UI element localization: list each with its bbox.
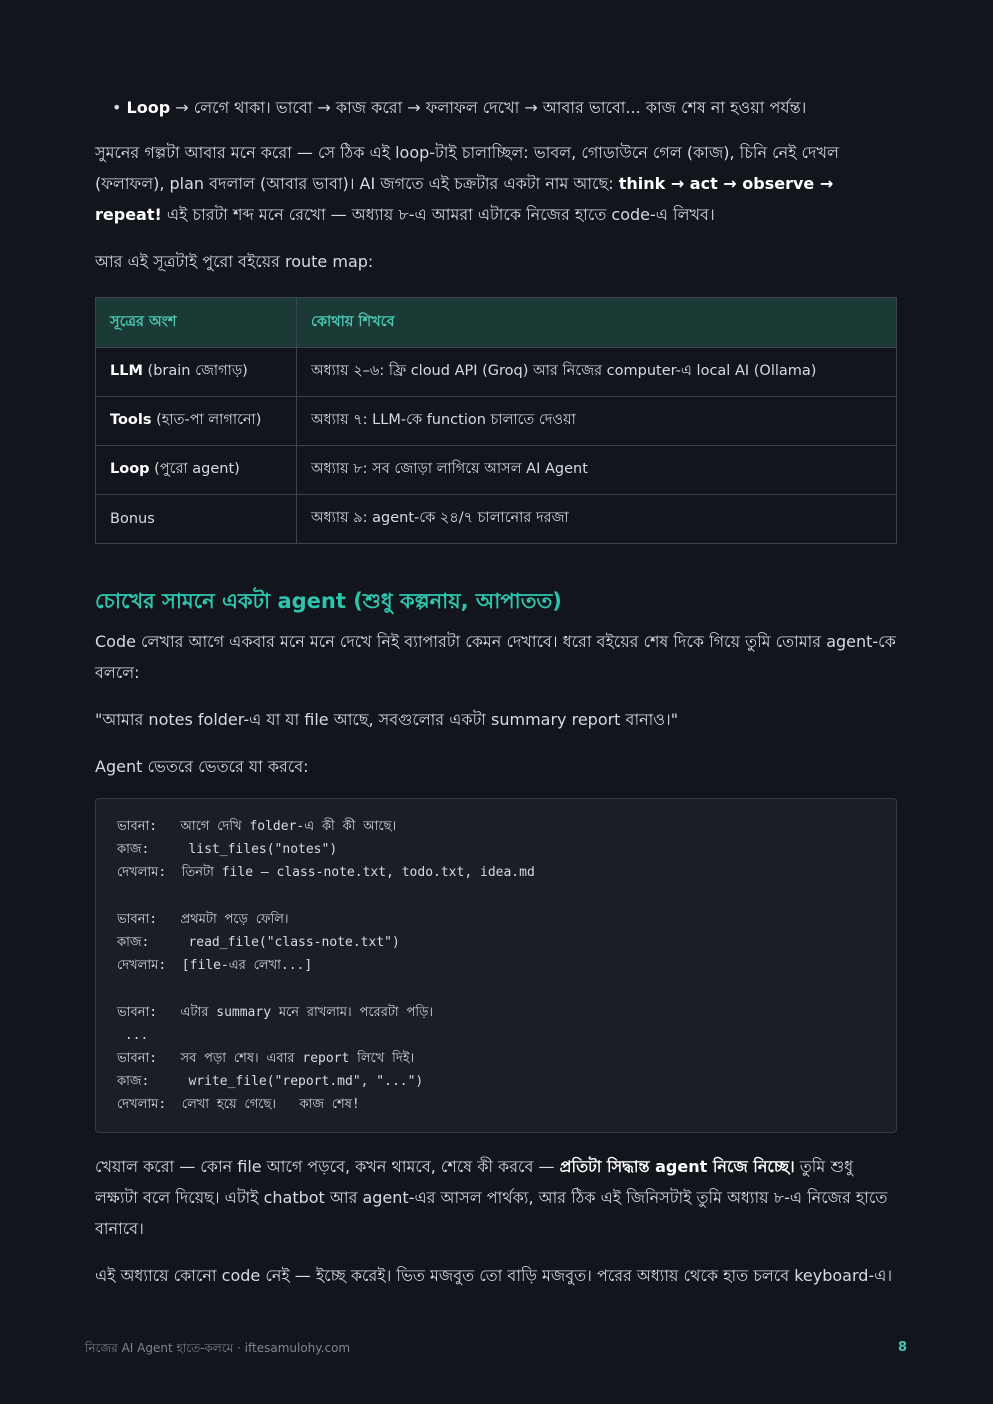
section-heading: চোখের সামনে একটা agent (শুধু কল্পনায়, আপাতত) [95,589,562,613]
route-map-table [95,297,897,544]
paragraph-notice-strong: প্রতিটা সিদ্ধান্ত agent নিজে নিচ্ছে। [559,1156,795,1176]
code-block: ভাবনা: আগে দেখি folder-এ কী কী আছে। কাজ: list_files("notes") দেখলাম: তিনটা file — class-note.txt, todo.txt, idea.md ভাবনা: প্রথমটা পড়ে ফেলি। কাজ: read_file("class-note.txt") দেখলাম: [file-এর লেখা...] ভাবনা: এটার summary মনে রাখলাম। পরেরটা পড়ি। ... ভাবনা: সব পড়া শেষ। এবার report লিখে দিই। কাজ: write_file("report.md", "...") দেখলাম: লেখা হয়ে গেছে। কাজ শেষ! [95,798,897,1133]
table-row [96,495,897,544]
table-cell-note: (পুরো agent) [149,461,240,477]
table-cell-part [96,397,297,446]
table-header-row [96,298,897,348]
table-row [96,397,897,446]
paragraph-story-strong: think → act → observe → repeat! [95,174,834,224]
paragraph-agent-steps: Agent ভেতরে ভেতরে যা করবে: [95,757,309,776]
paragraph-notice-text2: তুমি শুধু লক্ষ্যটা বলে দিয়েছ। এটাই chatbot আর agent-এর আসল পার্থক্য, আর ঠিক এই জিনিসটাই তুমি অধ্যায় ৮-এ নিজের হাতে বানাবে। [95,1156,888,1238]
table-cell-note: Bonus [110,511,155,527]
table-cell-term: Loop [110,461,150,477]
bullet-term: Loop [126,98,171,117]
table-cell-part [96,495,297,544]
table-cell-where: অধ্যায় ৮: সব জোড়া লাগিয়ে আসল AI Agent [297,446,897,495]
footer-text: নিজের AI Agent হাতে-কলমে · iftesamulohy.com [85,1341,351,1355]
paragraph-story-text2: এই চারটা শব্দ মনে রেখো — অধ্যায় ৮-এ আমরা এটাকে নিজের হাতে code-এ লিখব। [161,205,715,224]
table-row [96,348,897,397]
paragraph-story-text: সুমনের গল্পটা আবার মনে করো — সে ঠিক এই loop-টাই চালাচ্ছিল: ভাবল, গোডাউনে গেল (কাজ), চিনি নেই দেখল (ফলাফল), plan বদলাল (আবার ভাবা)। AI জগতে এই চক্রটার একটা নাম আছে: [95,143,839,193]
page-footer [85,1340,907,1360]
table-cell-where: অধ্যায় ৯: agent-কে ২৪/৭ চালানোর দরজা [297,495,897,544]
paragraph-route-map: আর এই সূত্রটাই পুরো বইয়ের route map: [95,252,374,271]
bullet-loop: • Loop → লেগে থাকা। ভাবো → কাজ করো → ফলাফল দেখো → আবার ভাবো... কাজ শেষ না হওয়া পর্যন্ত। [112,98,807,117]
paragraph-notice [95,1151,897,1244]
table-cell-term: Tools [110,412,152,428]
table-cell-note: (হাত-পা লাগানো) [151,412,262,428]
paragraph-closing: এই অধ্যায়ে কোনো code নেই — ইচ্ছে করেই। ভিত মজবুত তো বাড়ি মজবুত। পরের অধ্যায় থেকে হাত চলবে keyboard-এ। [95,1265,893,1285]
paragraph-story [95,137,897,230]
table-cell-note: (brain জোগাড়) [142,363,248,379]
table-cell-where: অধ্যায় ৭: LLM-কে function চালাতে দেওয়া [297,397,897,446]
quote-request: "আমার notes folder-এ যা যা file আছে, সবগুলোর একটা summary report বানাও।" [95,710,679,729]
table-cell-where: অধ্যায় ২–৬: ফ্রি cloud API (Groq) আর নিজের computer-এ local AI (Ollama) [297,348,897,397]
page-content [95,92,897,1291]
table-cell-part [96,446,297,495]
table-cell-part [96,348,297,397]
table-header-part: সূত্রের অংশ [96,298,297,348]
paragraph-notice-text: খেয়াল করো — কোন file আগে পড়বে, কখন থামবে, শেষে কী করবে — [95,1156,560,1176]
page-number: 8 [897,1340,907,1355]
table-row [96,446,897,495]
table-header-where: কোথায় শিখবে [297,298,897,348]
table-cell-term: LLM [110,363,143,379]
bullet-text: → লেগে থাকা। ভাবো → কাজ করো → ফলাফল দেখো → আবার ভাবো... কাজ শেষ না হওয়া পর্যন্ত। [170,98,807,117]
paragraph-intro: Code লেখার আগে একবার মনে মনে দেখে নিই ব্যাপারটা কেমন দেখাবে। ধরো বইয়ের শেষ দিকে গিয়ে তুমি তোমার agent-কে বললে: [95,632,896,682]
